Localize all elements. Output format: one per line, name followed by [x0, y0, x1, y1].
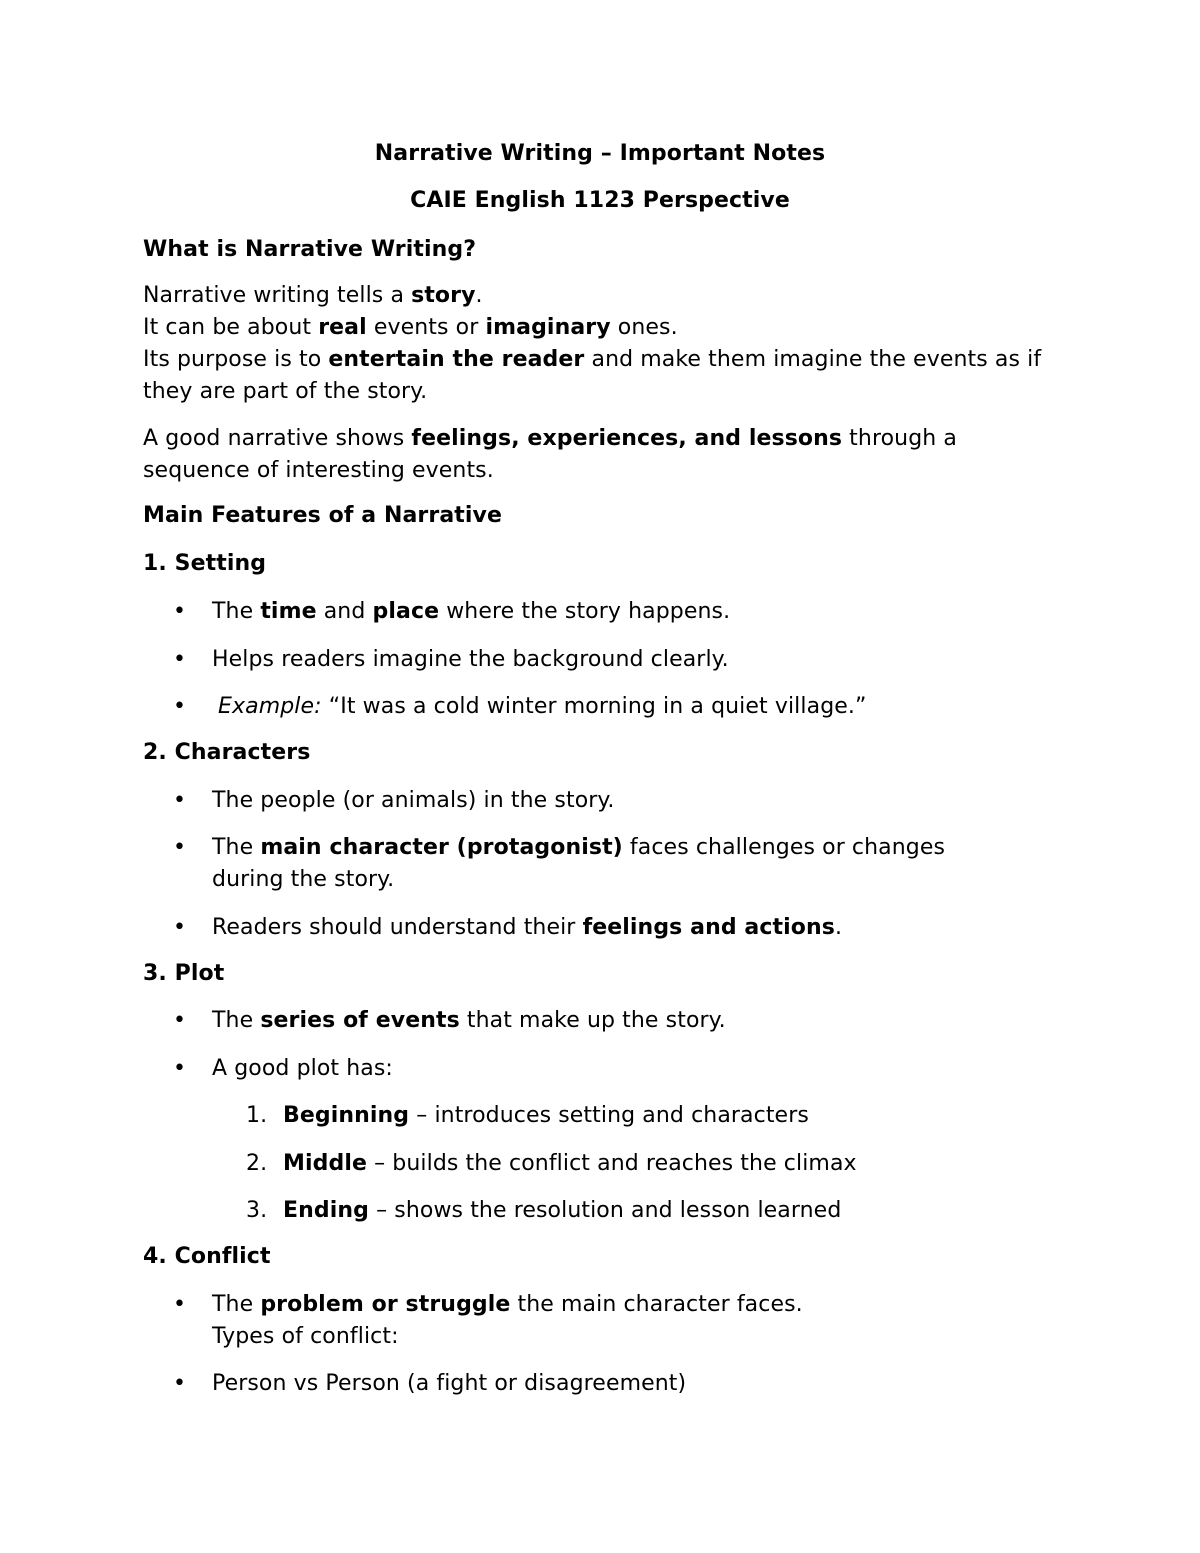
- plot-bullet-2: • A good plot has:: [173, 1053, 1043, 1085]
- heading-setting: 1. Setting: [143, 551, 267, 576]
- heading-main-features: Main Features of a Narrative: [143, 503, 502, 528]
- heading-plot: 3. Plot: [143, 961, 225, 986]
- bullet-icon: •: [173, 599, 187, 624]
- bullet-icon: •: [173, 835, 187, 860]
- bullet-icon: •: [173, 1371, 187, 1396]
- good-narrative-paragraph: A good narrative shows feelings, experiences, and lessons through a sequence of interesting events.: [143, 426, 958, 483]
- bullet-icon: •: [173, 1292, 187, 1317]
- bullet-icon: •: [173, 1056, 187, 1081]
- heading-characters: 2. Characters: [143, 740, 311, 765]
- bullet-icon: •: [173, 788, 187, 813]
- conflict-bullet-1: • The problem or struggle the main character faces. Types of conflict:: [173, 1289, 1043, 1353]
- heading-conflict: 4. Conflict: [143, 1244, 271, 1269]
- plot-bullet-1: • The series of events that make up the story.: [173, 1005, 1043, 1037]
- bullet-icon: •: [173, 915, 187, 940]
- plot-item-beginning: 1. Beginning – introduces setting and characters: [246, 1103, 809, 1128]
- characters-bullet-2: • The main character (protagonist) faces challenges or changes during the story.: [173, 832, 1043, 896]
- setting-bullet-1: • The time and place where the story happens.: [173, 596, 1043, 628]
- characters-bullet-1: • The people (or animals) in the story.: [173, 785, 1043, 817]
- setting-bullet-3: • Example: “It was a cold winter morning in a quiet village.”: [173, 691, 1043, 723]
- conflict-bullet-2: • Person vs Person (a fight or disagreement): [173, 1368, 1043, 1400]
- bullet-icon: •: [173, 647, 187, 672]
- heading-what-is: What is Narrative Writing?: [143, 237, 477, 262]
- document-subtitle: CAIE English 1123 Perspective: [410, 188, 790, 213]
- bullet-icon: •: [173, 1008, 187, 1033]
- document-title: Narrative Writing – Important Notes: [374, 141, 826, 166]
- plot-item-middle: 2. Middle – builds the conflict and reaches the climax: [246, 1151, 857, 1176]
- bullet-icon: •: [173, 694, 187, 719]
- characters-bullet-3: • Readers should understand their feelings and actions.: [173, 912, 1043, 944]
- plot-item-ending: 3. Ending – shows the resolution and lesson learned: [246, 1198, 842, 1223]
- intro-paragraph: Narrative writing tells a story. It can be about real events or imaginary ones. Its purpose is to entertain the reader and make them imagine the events as if they are part of the story.: [143, 283, 1042, 404]
- setting-bullet-2: • Helps readers imagine the background clearly.: [173, 644, 1043, 676]
